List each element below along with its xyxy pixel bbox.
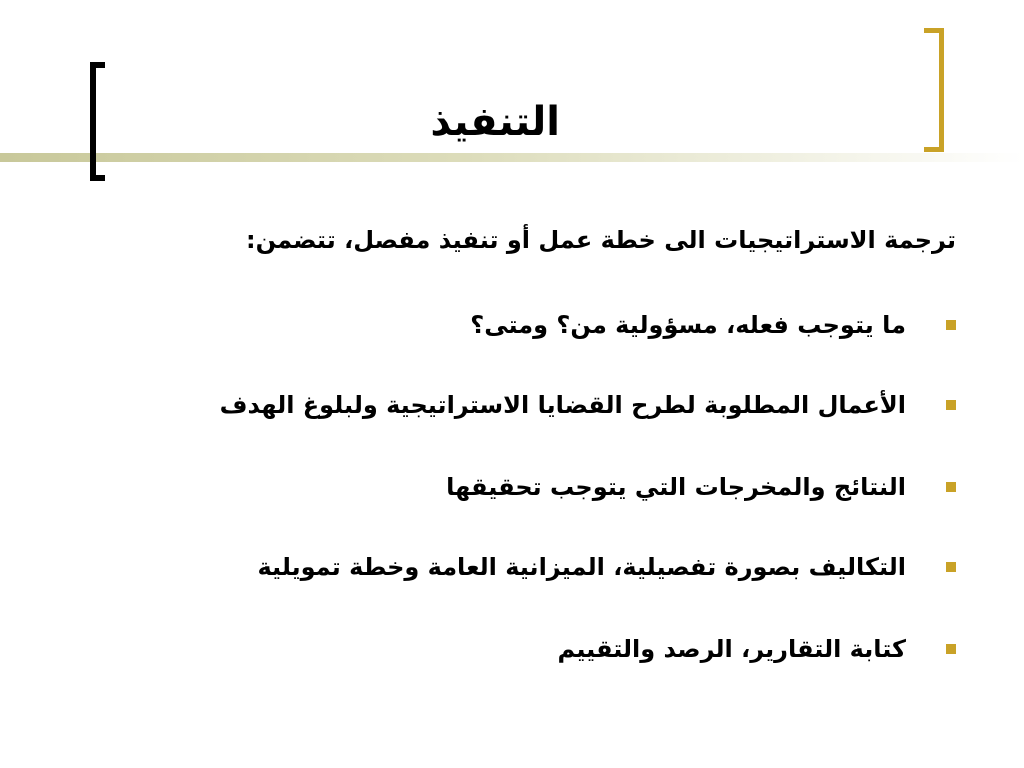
square-bullet-icon [946, 562, 956, 572]
right-bracket-decoration [924, 28, 944, 152]
intro-text: ترجمة الاستراتيجيات الى خطة عمل أو تنفيذ مفصل، تتضمن: [245, 226, 956, 254]
list-item [156, 307, 956, 343]
bullet-text: الأعمال المطلوبة لطرح القضايا الاستراتيجية ولبلوغ الهدف [219, 391, 906, 419]
bullet-text: كتابة التقارير، الرصد والتقييم [557, 635, 906, 663]
title-underline-rule [0, 153, 1024, 162]
list-item [156, 631, 956, 667]
square-bullet-icon [946, 400, 956, 410]
bullet-text: التكاليف بصورة تفصيلية، الميزانية العامة وخطة تمويلية [257, 553, 906, 581]
list-item [156, 549, 956, 585]
bullet-text: النتائج والمخرجات التي يتوجب تحقيقها [446, 473, 906, 501]
left-bracket-decoration [90, 62, 105, 181]
list-item [156, 387, 956, 423]
slide-title: التنفيذ [430, 99, 560, 145]
bullet-text: ما يتوجب فعله، مسؤولية من؟ ومتى؟ [470, 311, 906, 339]
square-bullet-icon [946, 644, 956, 654]
square-bullet-icon [946, 482, 956, 492]
square-bullet-icon [946, 320, 956, 330]
list-item [156, 469, 956, 505]
